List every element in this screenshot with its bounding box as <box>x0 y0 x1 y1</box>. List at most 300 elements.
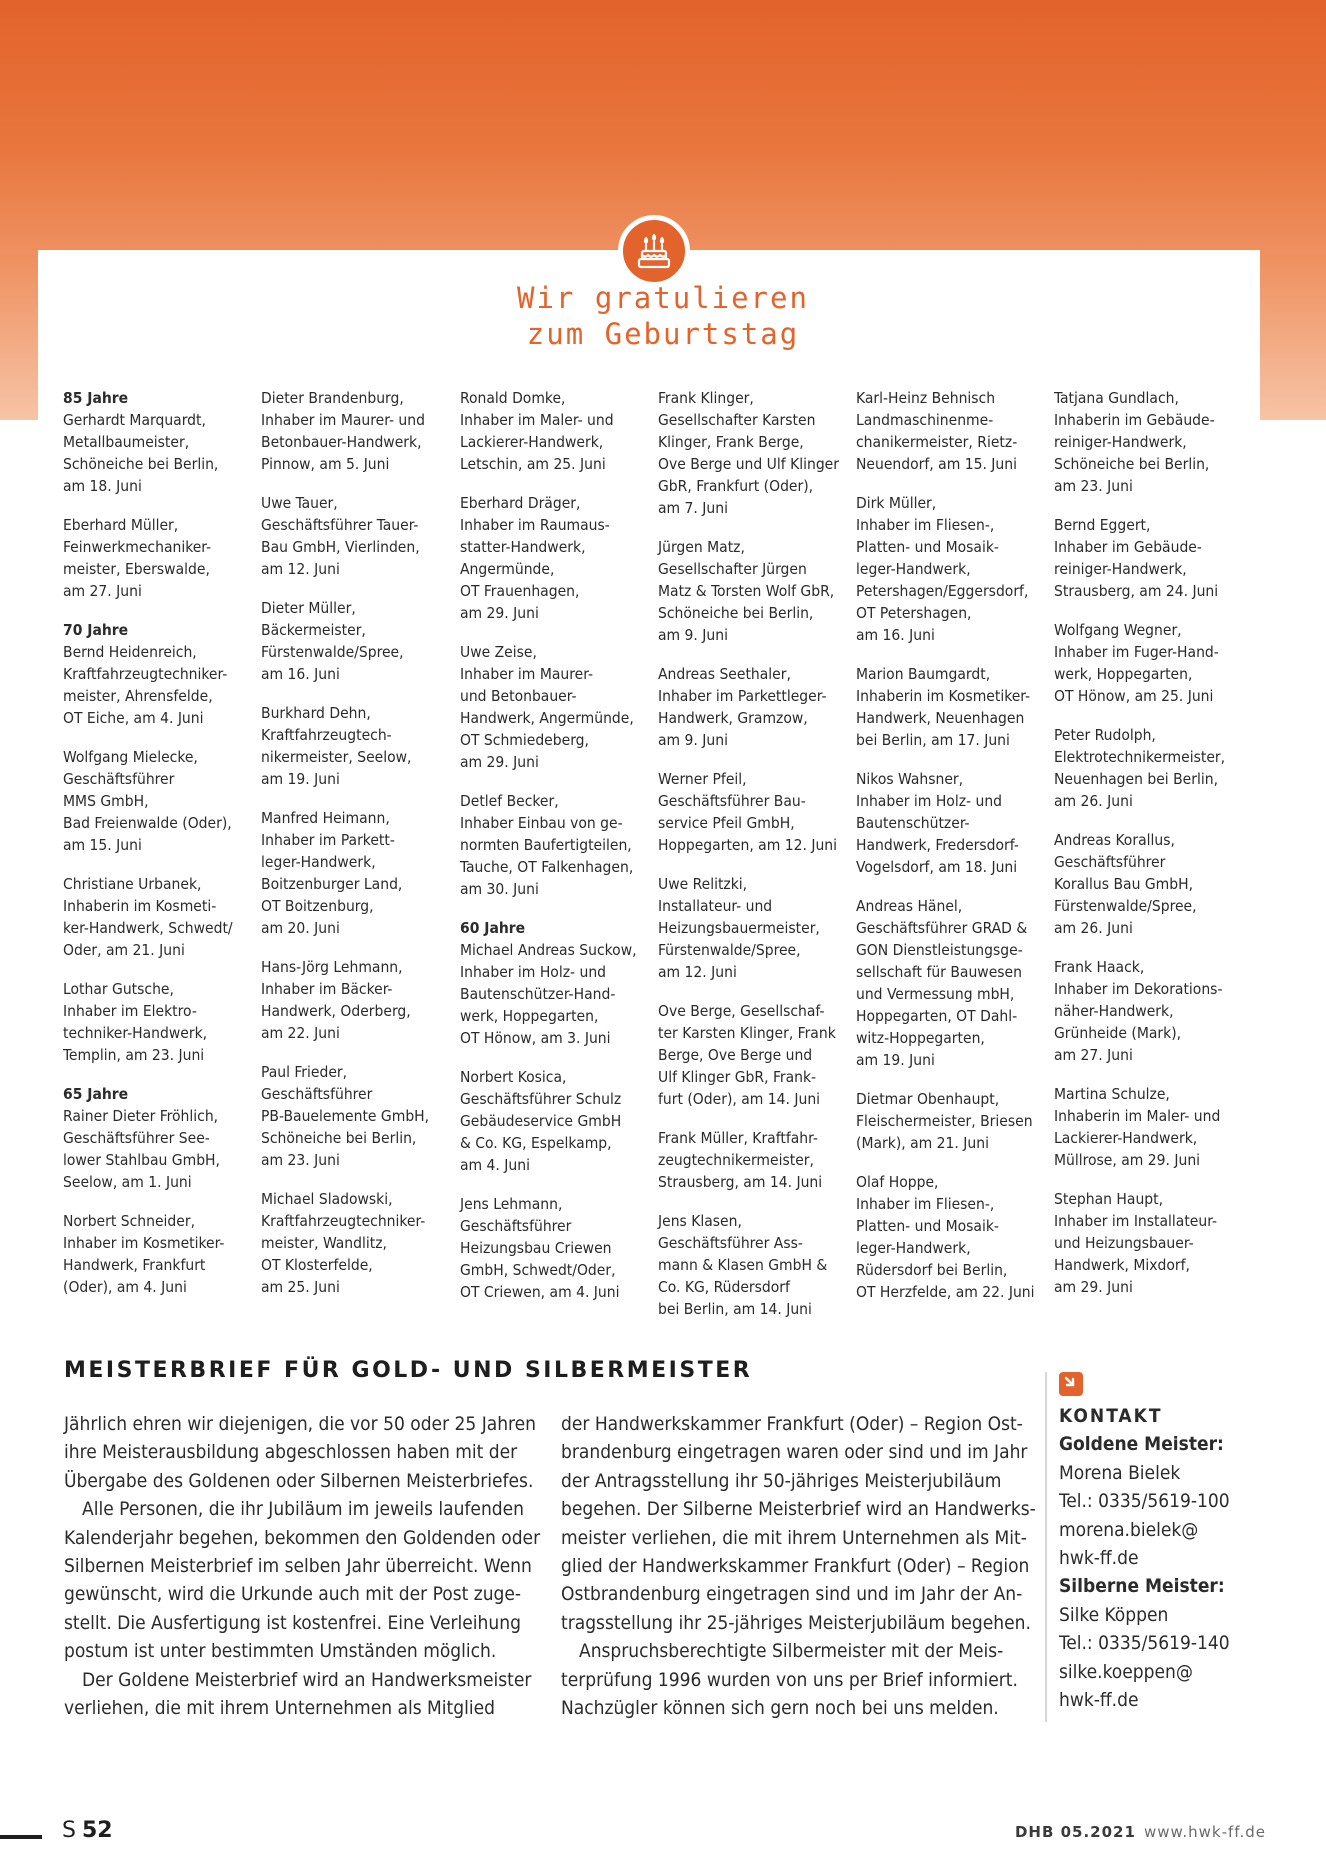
birthday-entry <box>63 619 259 729</box>
entry-line: am 18. Juni <box>63 477 142 495</box>
birthday-entry <box>63 873 259 961</box>
birthday-entry <box>658 873 854 983</box>
paragraph-line: terprüfung 1996 wurden von uns per Brief informiert. <box>561 1668 1018 1691</box>
entry-line: näher-Handwerk, <box>1054 1002 1174 1020</box>
entry-line: Ove Berge, Gesellschaf- <box>658 1002 825 1020</box>
paragraph-line: glied der Handwerkskammer Frankfurt (Oder) – Region <box>561 1555 1030 1578</box>
entry-line: OT Petershagen, <box>856 604 972 622</box>
birthday-column <box>261 387 457 1315</box>
entry-line: Paul Frieder, <box>261 1063 348 1081</box>
entry-line: Geschäftsführer See- <box>63 1129 210 1147</box>
entry-line: Frank Klinger, <box>658 389 754 407</box>
entry-line: Inhaber im Parkettleger- <box>658 687 827 705</box>
entry-line: Bad Freienwalde (Oder), <box>63 814 232 832</box>
birthday-entry <box>1054 724 1250 812</box>
birthday-column <box>63 387 259 1315</box>
magazine-issue: DHB 05.2021 <box>1014 1823 1136 1841</box>
entry-line: Olaf Hoppe, <box>856 1173 939 1191</box>
entry-line: Inhaber im Maurer- und <box>261 411 425 429</box>
entry-line: chanikermeister, Rietz- <box>856 433 1018 451</box>
birthday-entry <box>856 895 1052 1071</box>
entry-line: normten Baufertigteilen, <box>460 836 632 854</box>
entry-line: Inhaber im Holz- und <box>460 963 607 981</box>
contact-label: KONTAKT <box>1059 1405 1163 1427</box>
entry-line: nikermeister, Seelow, <box>261 748 412 766</box>
entry-line: Geschäftsführer <box>460 1217 572 1235</box>
birthday-entry <box>261 1061 457 1171</box>
entry-line: Inhaber im Maler- und <box>460 411 614 429</box>
entry-line: Nikos Wahsner, <box>856 770 964 788</box>
entry-line: am 19. Juni <box>261 770 340 788</box>
entry-line: Vogelsdorf, am 18. Juni <box>856 858 1018 876</box>
birthday-entry <box>460 790 656 900</box>
entry-line: am 26. Juni <box>1054 919 1133 937</box>
birthday-entry <box>261 597 457 685</box>
entry-line: am 25. Juni <box>261 1278 340 1296</box>
paragraph-line: meister verliehen, die mit ihrem Unternehmen als Mit- <box>561 1526 1027 1549</box>
entry-line: am 12. Juni <box>261 560 340 578</box>
entry-line: am 26. Juni <box>1054 792 1133 810</box>
entry-line: Fürstenwalde/Spree, <box>261 643 404 661</box>
birthday-entry <box>460 1066 656 1176</box>
entry-line: Templin, am 23. Juni <box>63 1046 205 1064</box>
entry-line: Inhaberin im Gebäude- <box>1054 411 1215 429</box>
entry-line: leger-Handwerk, <box>856 1239 971 1257</box>
entry-line: am 20. Juni <box>261 919 340 937</box>
entry-line: reiniger-Handwerk, <box>1054 560 1187 578</box>
entry-line: Handwerk, Frankfurt <box>63 1256 206 1274</box>
entry-line: Bautenschützer- <box>856 814 970 832</box>
contact-box <box>1045 1372 1262 1722</box>
entry-line: werk, Hoppegarten, <box>460 1007 599 1025</box>
entry-line: OT Schmiedeberg, <box>460 731 589 749</box>
entry-line: Handwerk, Gramzow, <box>658 709 808 727</box>
paragraph-line: der Antragsstellung ihr 50-jähriges Meisterjubiläum <box>561 1469 1002 1492</box>
entry-line: Geschäftsführer Ass- <box>658 1234 803 1252</box>
paragraph-line: gewünscht, wird die Urkunde auch mit der Post zuge- <box>64 1583 522 1606</box>
entry-line: Strausberg, am 14. Juni <box>658 1173 823 1191</box>
entry-line: und Betonbauer- <box>460 687 577 705</box>
entry-line: service Pfeil GmbH, <box>658 814 795 832</box>
entry-line: sellschaft für Bauwesen <box>856 963 1022 981</box>
entry-line: Fleischermeister, Briesen <box>856 1112 1033 1130</box>
entry-line: Landmaschinenme- <box>856 411 994 429</box>
birthday-entry <box>261 387 457 475</box>
entry-line: Elektrotechnikermeister, <box>1054 748 1226 766</box>
footer-info <box>1015 1823 1266 1841</box>
entry-line: am 15. Juni <box>63 836 142 854</box>
entry-line: Dietmar Obenhaupt, <box>856 1090 1000 1108</box>
entry-line: Gesellschafter Karsten <box>658 411 816 429</box>
entry-line: Seelow, am 1. Juni <box>63 1173 192 1191</box>
birthday-entry <box>856 387 1052 475</box>
entry-line: Norbert Kosica, <box>460 1068 567 1086</box>
birthday-entry <box>1054 387 1250 497</box>
entry-line: Michael Andreas Suckow, <box>460 941 637 959</box>
silver-phone[interactable]: Tel.: 0335/5619-140 <box>1059 1632 1230 1655</box>
birthday-entry <box>1054 1188 1250 1298</box>
entry-line: Gerhardt Marquardt, <box>63 411 206 429</box>
paragraph-line: stellt. Die Ausfertigung ist kostenfrei. Eine Verleihung <box>64 1611 521 1634</box>
birthday-entry <box>658 1127 854 1193</box>
entry-line: Hans-Jörg Lehmann, <box>261 958 403 976</box>
entry-line: Andreas Seethaler, <box>658 665 791 683</box>
birthday-entry <box>261 807 457 939</box>
gold-email-2[interactable]: hwk-ff.de <box>1059 1547 1139 1570</box>
entry-line: Frank Müller, Kraftfahr- <box>658 1129 818 1147</box>
entry-line: Inhaber Einbau von ge- <box>460 814 623 832</box>
entry-line: Handwerk, Neuenhagen <box>856 709 1025 727</box>
entry-line: Ove Berge und Ulf Klinger <box>658 455 839 473</box>
entry-line: Inhaber im Elektro- <box>63 1002 197 1020</box>
entry-line: Jens Lehmann, <box>460 1195 563 1213</box>
entry-line: Bernd Eggert, <box>1054 516 1151 534</box>
entry-line: Müllrose, am 29. Juni <box>1054 1151 1201 1169</box>
entry-line: Inhaber im Bäcker- <box>261 980 393 998</box>
entry-line: Peter Rudolph, <box>1054 726 1156 744</box>
entry-line: Tatjana Gundlach, <box>1054 389 1179 407</box>
entry-line: Oder, am 21. Juni <box>63 941 185 959</box>
entry-line: Rainer Dieter Fröhlich, <box>63 1107 219 1125</box>
entry-line: Handwerk, Angermünde, <box>460 709 634 727</box>
entry-line: Co. KG, Rüdersdorf <box>658 1278 790 1296</box>
entry-line: am 29. Juni <box>1054 1278 1133 1296</box>
birthday-entry <box>658 536 854 646</box>
entry-line: ker-Handwerk, Schwedt/ <box>63 919 233 937</box>
page-prefix: S <box>62 1818 76 1843</box>
entry-line: Schöneiche bei Berlin, <box>1054 455 1210 473</box>
paragraph-line: Silbernen Meisterbrief im selben Jahr überreicht. Wenn <box>64 1555 532 1578</box>
birthday-entry <box>261 492 457 580</box>
birthday-entry <box>460 492 656 624</box>
paragraph-line: tragsstellung ihr 25-jähriges Meisterjubiläum begehen. <box>561 1611 1031 1634</box>
birthday-entry <box>1054 829 1250 939</box>
entry-line: Geschäftsführer <box>1054 853 1166 871</box>
entry-line: meister, Ahrensfelde, <box>63 687 213 705</box>
birthday-entry <box>1054 956 1250 1066</box>
paragraph-line: Alle Personen, die ihr Jubiläum im jeweils laufenden <box>82 1498 525 1521</box>
section-headline-line-1: Wir gratulieren <box>517 281 809 315</box>
entry-line: Stephan Haupt, <box>1054 1190 1164 1208</box>
entry-line: Petershagen/Eggersdorf, <box>856 582 1029 600</box>
birthday-entry <box>63 978 259 1066</box>
entry-line: Bäckermeister, <box>261 621 366 639</box>
birthday-entry <box>460 917 656 1049</box>
entry-line: (Oder), am 4. Juni <box>63 1278 187 1296</box>
entry-line: Pinnow, am 5. Juni <box>261 455 390 473</box>
entry-line: reiniger-Handwerk, <box>1054 433 1187 451</box>
entry-line: OT Klosterfelde, <box>261 1256 373 1274</box>
entry-line: Jens Klasen, <box>658 1212 742 1230</box>
entry-line: Metallbaumeister, <box>63 433 190 451</box>
entry-line: Kraftfahrzeugtech- <box>261 726 392 744</box>
entry-line: furt (Oder), am 14. Juni <box>658 1090 821 1108</box>
birthday-entry <box>261 1188 457 1298</box>
section-headline-line-2: zum Geburtstag <box>526 317 800 351</box>
age-heading: 60 Jahre <box>460 919 526 937</box>
entry-line: bei Berlin, am 17. Juni <box>856 731 1010 749</box>
entry-line: Kraftfahrzeugtechniker- <box>261 1212 426 1230</box>
entry-line: zeugtechnikermeister, <box>658 1151 814 1169</box>
entry-line: Eberhard Dräger, <box>460 494 581 512</box>
entry-line: Dieter Müller, <box>261 599 356 617</box>
entry-line: Angermünde, <box>460 560 555 578</box>
birthday-entry <box>261 702 457 790</box>
entry-line: meister, Wandlitz, <box>261 1234 387 1252</box>
entry-line: Inhaberin im Kosmeti- <box>63 897 217 915</box>
entry-line: Rüdersdorf bei Berlin, <box>856 1261 1008 1279</box>
age-heading: 70 Jahre <box>63 621 129 639</box>
entry-line: mann & Klasen GmbH & <box>658 1256 828 1274</box>
entry-line: Platten- und Mosaik- <box>856 538 999 556</box>
paragraph-line: Nachzügler können sich gern noch bei uns melden. <box>561 1697 999 1720</box>
entry-line: Andreas Hänel, <box>856 897 963 915</box>
gold-email-1[interactable]: morena.bielek@ <box>1059 1518 1199 1541</box>
website-link[interactable]: www.hwk-ff.de <box>1143 1823 1266 1841</box>
entry-line: Karl-Heinz Behnisch <box>856 389 996 407</box>
birthday-entry <box>261 956 457 1044</box>
entry-line: Michael Sladowski, <box>261 1190 393 1208</box>
birthday-entry <box>1054 514 1250 602</box>
birthday-entry <box>460 1193 656 1303</box>
entry-line: Klinger, Frank Berge, <box>658 433 804 451</box>
entry-line: Inhaber im Gebäude- <box>1054 538 1202 556</box>
entry-line: am 19. Juni <box>856 1051 935 1069</box>
entry-line: lower Stahlbau GmbH, <box>63 1151 220 1169</box>
entry-line: Andreas Korallus, <box>1054 831 1175 849</box>
entry-line: am 9. Juni <box>658 731 728 749</box>
entry-line: Neuenhagen bei Berlin, <box>1054 770 1218 788</box>
entry-line: Installateur- und <box>658 897 773 915</box>
entry-line: Schöneiche bei Berlin, <box>658 604 814 622</box>
entry-line: Eberhard Müller, <box>63 516 179 534</box>
birthday-entry <box>460 641 656 773</box>
entry-line: am 23. Juni <box>261 1151 340 1169</box>
paragraph-line: verliehen, die mit ihrem Unternehmen als Mitglied <box>64 1697 495 1720</box>
birthday-entry <box>63 1210 259 1298</box>
entry-line: am 4. Juni <box>460 1156 530 1174</box>
entry-line: Geschäftsführer Tauer- <box>261 516 419 534</box>
entry-line: Hoppegarten, am 12. Juni <box>658 836 837 854</box>
entry-line: am 9. Juni <box>658 626 728 644</box>
entry-line: Lothar Gutsche, <box>63 980 174 998</box>
entry-line: Dirk Müller, <box>856 494 937 512</box>
entry-line: leger-Handwerk, <box>856 560 971 578</box>
entry-line: Burkhard Dehn, <box>261 704 371 722</box>
birthday-cake-badge <box>618 215 690 287</box>
birthday-entry <box>658 1210 854 1320</box>
entry-line: Hoppegarten, OT Dahl- <box>856 1007 1018 1025</box>
entry-line: Platten- und Mosaik- <box>856 1217 999 1235</box>
entry-line: Frank Haack, <box>1054 958 1145 976</box>
birthday-entry <box>63 387 259 497</box>
entry-line: OT Herzfelde, am 22. Juni <box>856 1283 1035 1301</box>
entry-line: Geschäftsführer Schulz <box>460 1090 622 1108</box>
silver-heading: Silberne Meister: <box>1059 1575 1225 1598</box>
entry-line: Inhaber im Raumaus- <box>460 516 610 534</box>
entry-line: Schöneiche bei Berlin, <box>63 455 219 473</box>
entry-line: Fürstenwalde/Spree, <box>658 941 801 959</box>
entry-line: Inhaberin im Kosmetiker- <box>856 687 1031 705</box>
entry-line: & Co. KG, Espelkamp, <box>460 1134 612 1152</box>
entry-line: am 16. Juni <box>856 626 935 644</box>
entry-line: meister, Eberswalde, <box>63 560 210 578</box>
entry-line: Jürgen Matz, <box>658 538 745 556</box>
entry-line: Tauche, OT Falkenhagen, <box>460 858 634 876</box>
age-heading: 85 Jahre <box>63 389 129 407</box>
entry-line: am 22. Juni <box>261 1024 340 1042</box>
silver-name: Silke Köppen <box>1059 1603 1169 1626</box>
entry-line: OT Hönow, am 25. Juni <box>1054 687 1214 705</box>
entry-line: Boitzenburger Land, <box>261 875 403 893</box>
page-number-value: 52 <box>81 1818 113 1843</box>
entry-line: Uwe Zeise, <box>460 643 537 661</box>
entry-line: Inhaber im Fuger-Hand- <box>1054 643 1219 661</box>
meisterbrief-title: MEISTERBRIEF FÜR GOLD- UND SILBERMEISTER <box>64 1358 753 1383</box>
birthday-entry <box>856 1171 1052 1303</box>
birthday-entry <box>856 1088 1052 1154</box>
entry-line: Werner Pfeil, <box>658 770 747 788</box>
paragraph-line: brandenburg eingetragen waren oder sind und im Jahr <box>561 1441 1028 1464</box>
entry-line: Ronald Domke, <box>460 389 566 407</box>
entry-line: Marion Baumgardt, <box>856 665 991 683</box>
entry-line: PB-Bauelemente GmbH, <box>261 1107 430 1125</box>
entry-line: (Mark), am 21. Juni <box>856 1134 989 1152</box>
birthday-entry <box>1054 619 1250 707</box>
birthday-entry <box>856 768 1052 878</box>
gold-name: Morena Bielek <box>1059 1461 1181 1484</box>
entry-line: Christiane Urbanek, <box>63 875 202 893</box>
birthday-entry <box>1054 1083 1250 1171</box>
entry-line: Inhaber im Kosmetiker- <box>63 1234 225 1252</box>
entry-line: Inhaber im Parkett- <box>261 831 395 849</box>
entry-line: Neuendorf, am 15. Juni <box>856 455 1017 473</box>
entry-line: Kraftfahrzeugtechniker- <box>63 665 228 683</box>
birthday-entry <box>460 387 656 475</box>
birthday-entry <box>63 746 259 856</box>
entry-line: und Heizungsbauer- <box>1054 1234 1194 1252</box>
entry-line: OT Criewen, am 4. Juni <box>460 1283 620 1301</box>
entry-line: Bautenschützer-Hand- <box>460 985 616 1003</box>
entry-line: am 12. Juni <box>658 963 737 981</box>
birthday-cake-icon <box>637 232 671 272</box>
entry-line: Korallus Bau GmbH, <box>1054 875 1194 893</box>
entry-line: Fürstenwalde/Spree, <box>1054 897 1197 915</box>
entry-line: OT Frauenhagen, <box>460 582 580 600</box>
entry-line: MMS GmbH, <box>63 792 149 810</box>
entry-line: Norbert Schneider, <box>63 1212 195 1230</box>
birthday-entry <box>658 387 854 519</box>
entry-line: Grünheide (Mark), <box>1054 1024 1182 1042</box>
entry-line: Uwe Relitzki, <box>658 875 748 893</box>
entry-line: Inhaber im Installateur- <box>1054 1212 1217 1230</box>
birthday-column <box>658 387 854 1337</box>
entry-line: Lackierer-Handwerk, <box>1054 1129 1198 1147</box>
birthday-entry <box>658 1000 854 1110</box>
meisterbrief-text-right <box>561 1410 1036 1722</box>
entry-line: Inhaber im Fliesen-, <box>856 1195 995 1213</box>
entry-line: Handwerk, Fredersdorf- <box>856 836 1019 854</box>
entry-line: Inhaber im Dekorations- <box>1054 980 1223 998</box>
entry-line: OT Boitzenburg, <box>261 897 374 915</box>
entry-line: Geschäftsführer GRAD & <box>856 919 1028 937</box>
entry-line: GbR, Frankfurt (Oder), <box>658 477 814 495</box>
entry-line: techniker-Handwerk, <box>63 1024 208 1042</box>
entry-line: am 29. Juni <box>460 604 539 622</box>
meisterbrief-text-left <box>64 1410 540 1722</box>
entry-line: Inhaber im Maurer- <box>460 665 593 683</box>
entry-line: OT Hönow, am 3. Juni <box>460 1029 611 1047</box>
entry-line: Handwerk, Mixdorf, <box>1054 1256 1190 1274</box>
entry-line: Heizungsbau Criewen <box>460 1239 612 1257</box>
paragraph-line: begehen. Der Silberne Meisterbrief wird an Handwerks- <box>561 1498 1036 1521</box>
birthday-column <box>856 387 1052 1320</box>
entry-line: Matz & Torsten Wolf GbR, <box>658 582 835 600</box>
paragraph-line: Ostbrandenburg eingetragen sind und im Jahr der An- <box>561 1583 1023 1606</box>
entry-line: OT Eiche, am 4. Juni <box>63 709 204 727</box>
entry-line: Martina Schulze, <box>1054 1085 1170 1103</box>
paragraph-line: Kalenderjahr begehen, bekommen den Goldenden oder <box>64 1526 541 1549</box>
entry-line: Manfred Heimann, <box>261 809 390 827</box>
entry-line: und Vermessung mbH, <box>856 985 1015 1003</box>
birthday-column <box>1054 387 1250 1315</box>
birthday-entry <box>856 492 1052 646</box>
gold-heading: Goldene Meister: <box>1059 1433 1224 1456</box>
entry-line: Feinwerkmechaniker- <box>63 538 212 556</box>
entry-line: GmbH, Schwedt/Oder, <box>460 1261 616 1279</box>
gold-phone[interactable]: Tel.: 0335/5619-100 <box>1059 1490 1230 1513</box>
entry-line: ter Karsten Klinger, Frank <box>658 1024 836 1042</box>
birthday-entry <box>856 663 1052 751</box>
entry-line: Detlef Becker, <box>460 792 559 810</box>
entry-line: bei Berlin, am 14. Juni <box>658 1300 812 1318</box>
paragraph-line: Übergabe des Goldenen oder Silbernen Meisterbriefes. <box>64 1469 534 1492</box>
entry-line: am 30. Juni <box>460 880 539 898</box>
paragraph-line: postum ist unter bestimmten Umständen möglich. <box>64 1640 497 1663</box>
birthday-entry <box>658 663 854 751</box>
paragraph-line: Jährlich ehren wir diejenigen, die vor 50 oder 25 Jahren <box>64 1413 537 1435</box>
paragraph-line: ihre Meisterausbildung abgeschlossen haben mit der <box>64 1441 518 1464</box>
entry-line: Berge, Ove Berge und <box>658 1046 813 1064</box>
entry-line: witz-Hoppegarten, <box>856 1029 985 1047</box>
entry-line: Inhaberin im Maler- und <box>1054 1107 1221 1125</box>
entry-line: am 29. Juni <box>460 753 539 771</box>
entry-line: Wolfgang Mielecke, <box>63 748 198 766</box>
silver-email-1[interactable]: silke.koeppen@ <box>1059 1660 1193 1683</box>
entry-line: Inhaber im Fliesen-, <box>856 516 995 534</box>
entry-line: Gesellschafter Jürgen <box>658 560 807 578</box>
arrow-box-icon <box>1059 1372 1083 1396</box>
paragraph-line: Anspruchsberechtigte Silbermeister mit der Meis- <box>579 1640 1004 1663</box>
silver-email-2[interactable]: hwk-ff.de <box>1059 1689 1139 1712</box>
entry-line: am 27. Juni <box>1054 1046 1133 1064</box>
entry-line: Geschäftsführer Bau- <box>658 792 806 810</box>
entry-line: statter-Handwerk, <box>460 538 586 556</box>
entry-line: Letschin, am 25. Juni <box>460 455 606 473</box>
entry-line: Strausberg, am 24. Juni <box>1054 582 1219 600</box>
entry-line: Schöneiche bei Berlin, <box>261 1129 417 1147</box>
entry-line: Lackierer-Handwerk, <box>460 433 604 451</box>
entry-line: Geschäftsführer <box>63 770 175 788</box>
entry-line: am 16. Juni <box>261 665 340 683</box>
entry-line: Dieter Brandenburg, <box>261 389 404 407</box>
birthday-entry <box>658 768 854 856</box>
page-number <box>62 1818 113 1843</box>
entry-line: Gebäudeservice GmbH <box>460 1112 622 1130</box>
entry-line: am 23. Juni <box>1054 477 1133 495</box>
entry-line: am 7. Juni <box>658 499 728 517</box>
entry-line: werk, Hoppegarten, <box>1054 665 1193 683</box>
